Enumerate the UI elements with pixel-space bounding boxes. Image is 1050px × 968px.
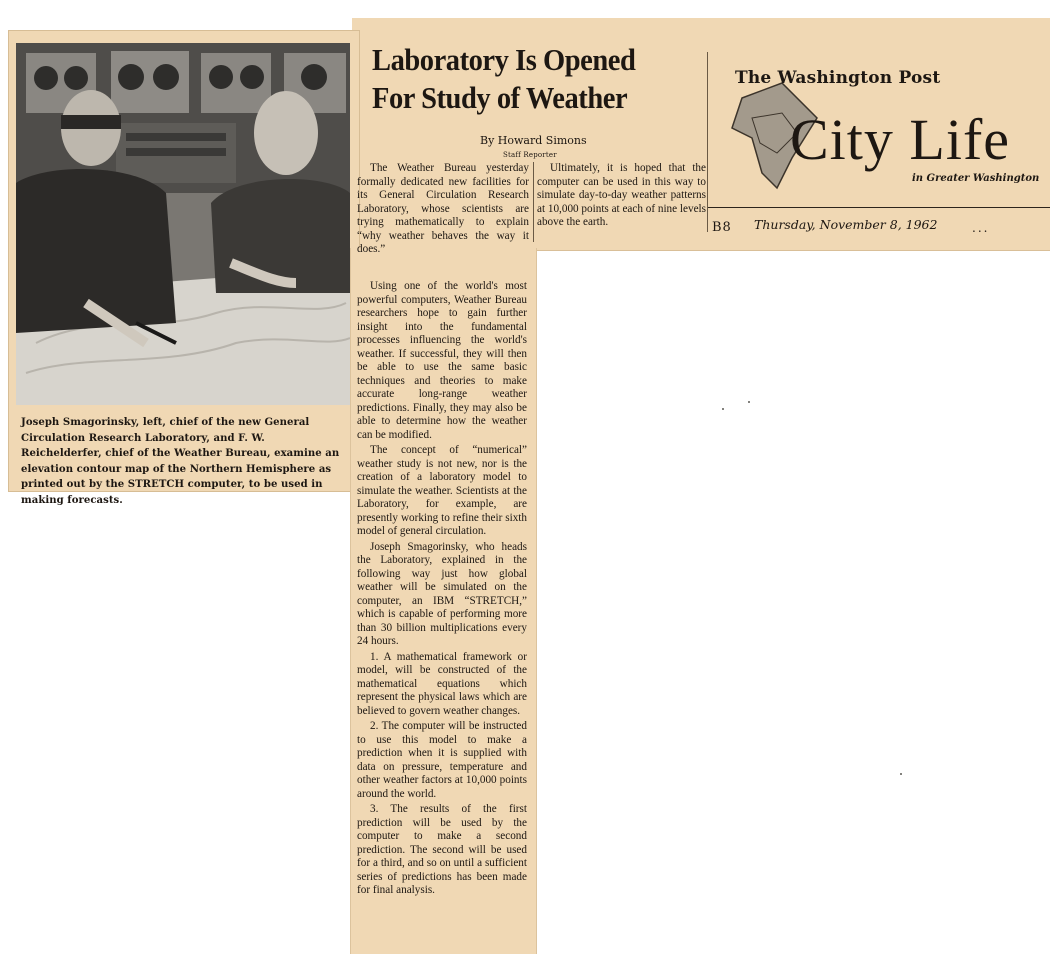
article-paragraph: Joseph Smagorinsky, who heads the Laboratory, explained in the following way just how global weather will be simulated on the computer, an IBM “STRETCH,” which is capable of performing more than 30 billion multiplications every 24 hours. — [357, 540, 527, 647]
photo-caption-text: Joseph Smagorinsky, left, chief of the new General Circulation Research Laboratory, and F. W. Reichelderfer, chief of the Weather Bureau, examine an elevation contour map of the Northern Hemisphere as printed out by the STRETCH computer, to be used in making forecasts. — [21, 417, 340, 506]
news-photo — [16, 43, 350, 405]
article-column-2 — [537, 162, 706, 230]
photo-illustration — [16, 43, 350, 405]
column-divider — [533, 162, 534, 242]
headline — [372, 41, 666, 117]
article-column-1-top — [357, 162, 529, 257]
page-number: B8 — [712, 220, 732, 235]
scan-speck — [722, 408, 724, 410]
section-title: City Life — [790, 107, 1011, 172]
dateline-dots: ... — [972, 221, 990, 235]
article-paragraph: 1. A mathematical framework or model, will be constructed of the mathematical equations which represent the physical laws which are believed to govern weather changes. — [357, 650, 527, 717]
byline: By Howard Simons — [480, 134, 587, 147]
headline-line2: For Study of Weather — [372, 80, 628, 115]
article-paragraph: Using one of the world's most powerful computers, Weather Bureau researchers hope to gain further insight into the fundamental processes influencing the world's weather. If successful, they will then be able to use the same basic techniques and theories to make accurate long-range weather predictions. Finally, they may also be able to determine how the weather can be modified. — [357, 280, 527, 441]
scan-speck — [900, 773, 902, 775]
article-paragraph: 3. The results of the first prediction will be used by the computer to make a second prediction. The second will be used for a third, and so on until a sufficient series of predictions has been made for final analysis. — [357, 803, 527, 896]
article-lead: The Weather Bureau yesterday formally dedicated new facilities for its General Circulation Research Laboratory, whose scientists are trying mathematically to explain “why weather behaves the way it does.” — [357, 162, 529, 255]
masthead-logo: The Washington Post — [735, 68, 941, 88]
masthead-rule — [708, 207, 1050, 208]
headline-line1: Laboratory Is Opened — [372, 42, 636, 77]
dateline: Thursday, November 8, 1962 — [754, 217, 938, 232]
article-paragraph: The concept of “numerical” weather study is not new, nor is the creation of a laboratory model to simulate the weather. Scientists at the Laboratory, for example, are presently working to refine their sixth model of general circulation. — [357, 444, 527, 537]
article-column-1-body — [357, 280, 527, 898]
byline-role: Staff Reporter — [503, 151, 557, 159]
photo-caption — [21, 415, 347, 509]
masthead-divider — [707, 52, 708, 232]
section-subtitle: in Greater Washington — [912, 173, 1040, 184]
scan-speck — [748, 401, 750, 403]
article-paragraph: 2. The computer will be instructed to use this model to make a prediction when it is supplied with data on pressure, temperature and other weather factors at 10,000 points around the world. — [357, 720, 527, 800]
article-col2-paragraph: Ultimately, it is hoped that the computer can be used in this way to simulate day-to-day weather patterns at 10,000 points at each of nine levels above the earth. — [537, 162, 707, 228]
